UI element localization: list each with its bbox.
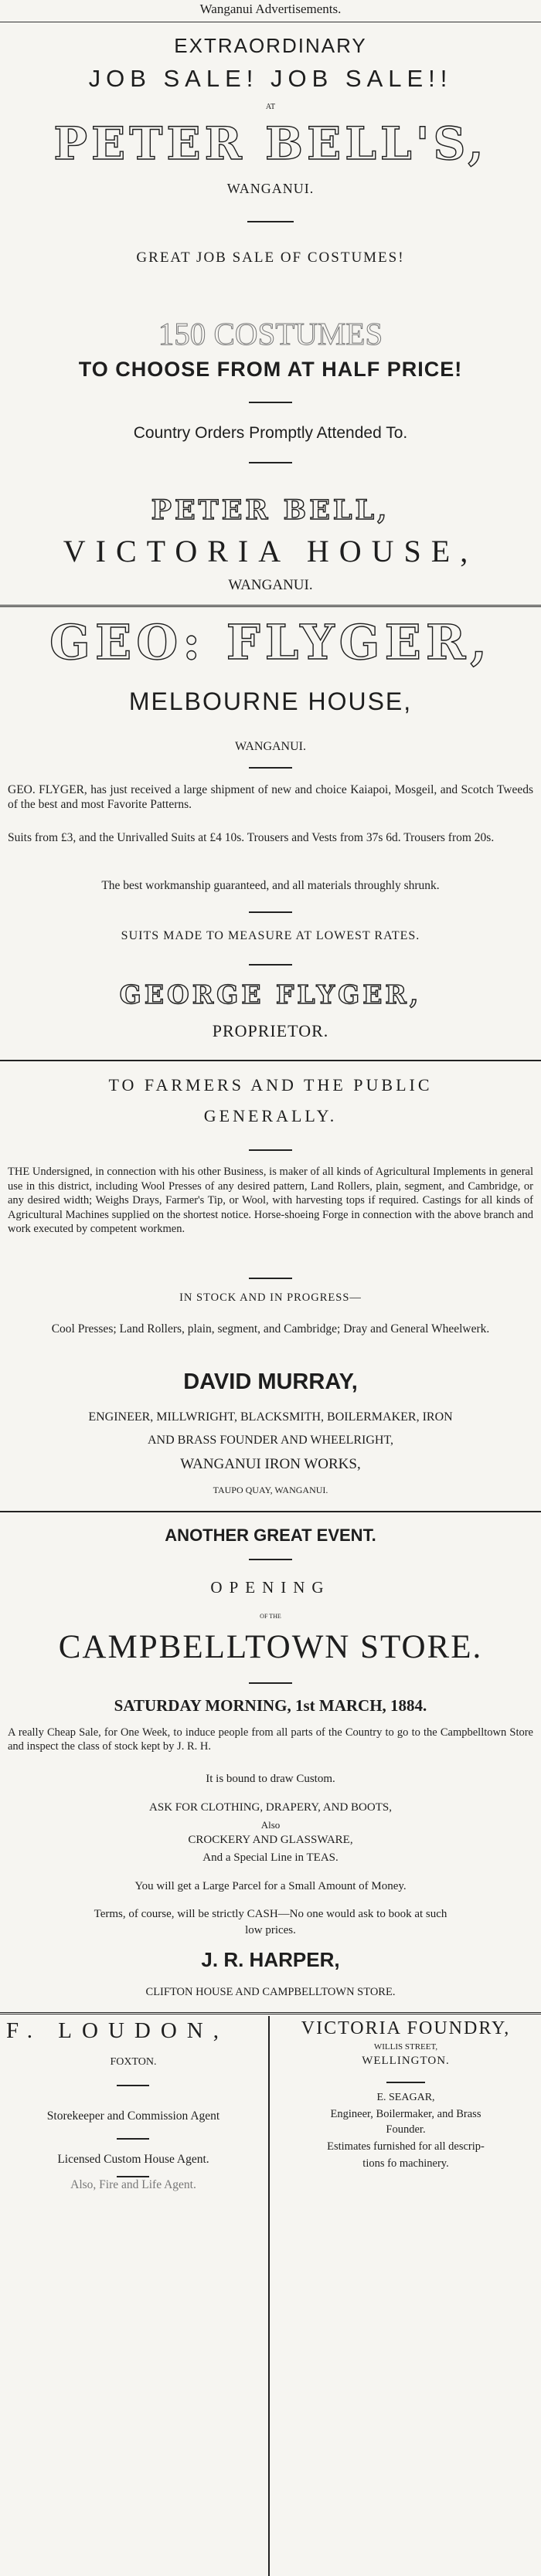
murray-body-text: THE Undersigned, in connection with his other Business, is maker of all kinds of Agricultural Implements in general use in this district, including Wool Presses of any desired pattern, Land Rollers, plain, segment, and Cambridge, or any desired width; Weighs Drays, Farmer's Tip, or Wool, with harvesting tops if required. Castings for all kinds of Agricultural Machines supplied on the shortest notice. Horse-shoeing Forge in connection with the above branch and work executed by competent workmen. <box>8 1166 533 1235</box>
foundry-name: VICTORIA FOUNDRY, <box>301 2018 511 2038</box>
victoria-foundry-advert <box>270 2018 541 2576</box>
divider <box>117 2176 149 2177</box>
divider <box>249 911 292 913</box>
divider <box>249 1278 292 1279</box>
ask-clothing: ASK FOR CLOTHING, DRAPERY, AND BOOTS, <box>149 1801 392 1814</box>
melbourne-house: MELBOURNE HOUSE, <box>128 687 413 715</box>
victoria-house: VICTORIA HOUSE, <box>63 534 478 568</box>
george-flyger-signature: GEORGE FLYGER, <box>119 979 422 1010</box>
suits-measure: SUITS MADE TO MEASURE AT LOWEST RATES. <box>121 929 420 942</box>
peter-bell-signature: PETER BELL, <box>151 494 390 526</box>
david-murray-name: DAVID MURRAY, <box>183 1369 358 1394</box>
harper-address: CLIFTON HOUSE AND CAMPBELLTOWN STORE. <box>145 1986 396 1998</box>
job-sale-extraordinary: EXTRAORDINARY <box>174 34 367 57</box>
costumes-count: 150 COSTUMES <box>158 316 383 351</box>
foundry-trades-line2: Founder. <box>386 2123 426 2136</box>
foundry-street: WILLIS STREET, <box>373 2042 438 2052</box>
ask-teas: And a Special Line in TEAS. <box>202 1851 339 1864</box>
foundry-estimates-line2: tions fo machinery. <box>362 2157 449 2170</box>
opening-date: SATURDAY MORNING, 1st MARCH, 1884. <box>114 1696 427 1715</box>
peter-bells-name: PETER BELL'S, <box>53 117 488 170</box>
foundry-owner: E. SEAGAR, <box>376 2092 435 2103</box>
divider <box>386 2082 425 2083</box>
foundry-town: WELLINGTON. <box>362 2055 450 2067</box>
another-great-event: ANOTHER GREAT EVENT. <box>165 1526 376 1545</box>
peter-bells-town: WANGANUI. <box>226 181 315 196</box>
campbelltown-store: CAMPBELLTOWN STORE. <box>58 1629 483 1665</box>
divider <box>249 1149 292 1151</box>
divider <box>117 2138 149 2140</box>
ask-also: Also <box>260 1819 281 1831</box>
flyger-name: GEO: FLYGER, <box>49 614 492 670</box>
cheap-sale-text: A really Cheap Sale, for One Week, to induce people from all parts of the Country to go to the Campbelltown Store and inspect the class of stock kept by J. R. H. <box>8 1726 533 1753</box>
in-stock: IN STOCK AND IN PROGRESS— <box>179 1291 362 1304</box>
generally-heading: GENERALLY. <box>203 1106 338 1125</box>
loudon-line3: Also, Fire and Life Agent. <box>70 2178 196 2191</box>
foundry-estimates-line1: Estimates furnished for all descrip- <box>327 2140 485 2153</box>
flyger-shipment-text: GEO. FLYGER, has just received a large shipment of new and choice Kaiapoi, Mosgeil, and Scotch Tweeds of the best and most Favorite Patterns. <box>8 783 533 811</box>
large-parcel: You will get a Large Parcel for a Small Amount of Money. <box>134 1880 407 1892</box>
divider <box>247 221 294 222</box>
victoria-house-town: WANGANUI. <box>228 577 313 593</box>
opening: OPENING <box>210 1578 331 1597</box>
job-sale-headline: JOB SALE! JOB SALE!! <box>88 65 453 92</box>
flyger-prices-text: Suits from £3, and the Unrivalled Suits at £4 10s. Trousers and Vests from 37s 6d. Trousers from 20s. <box>8 831 495 844</box>
loudon-name: F. LOUDON, <box>6 2018 229 2043</box>
flyger-workmanship-text: The best workmanship guaranteed, and all materials throughly shrunk. <box>101 879 440 892</box>
divider <box>249 964 292 966</box>
murray-trades-line2: AND BRASS FOUNDER AND WHEELRIGHT, <box>147 1434 394 1447</box>
country-orders: Country Orders Promptly Attended To. <box>133 424 408 442</box>
draw-custom: It is bound to draw Custom. <box>206 1773 335 1785</box>
loudon-town: FOXTON. <box>110 2056 157 2068</box>
loudon-line1: Storekeeper and Commission Agent <box>46 2109 220 2123</box>
choose-half-price: TO CHOOSE FROM AT HALF PRICE! <box>78 358 463 381</box>
divider <box>249 1682 292 1684</box>
divider <box>249 462 292 463</box>
divider <box>117 2085 149 2086</box>
terms-line1: Terms, of course, will be strictly CASH—No one would ask to book at such <box>94 1908 447 1920</box>
section-rule <box>0 1060 541 1061</box>
costumes-line: GREAT JOB SALE OF COSTUMES! <box>136 249 405 266</box>
terms-line2: low prices. <box>245 1924 296 1936</box>
divider <box>249 1559 292 1560</box>
job-sale-at: AT <box>265 103 276 111</box>
taupo-quay-address: TAUPO QUAY, WANGANUI. <box>213 1485 328 1495</box>
divider <box>249 767 292 769</box>
loudon-line2: Licensed Custom House Agent. <box>57 2153 209 2166</box>
farmers-heading: TO FARMERS AND THE PUBLIC <box>108 1075 433 1095</box>
flyger-town: WANGANUI. <box>235 740 306 753</box>
harper-name: J. R. HARPER, <box>201 1948 340 1971</box>
section-rule <box>0 605 541 607</box>
proprietor: PROPRIETOR. <box>212 1021 329 1040</box>
page-header-title: Wanganui Advertisements. <box>199 2 342 16</box>
wanganui-iron-works: WANGANUI IRON WORKS, <box>180 1456 361 1472</box>
section-rule <box>0 2012 541 2014</box>
stock-items: Cool Presses; Land Rollers, plain, segment, and Cambridge; Dray and General Wheelwerk. <box>51 1322 490 1336</box>
of-the: OF THE <box>260 1613 281 1620</box>
column-divider <box>268 2016 270 2576</box>
divider <box>249 402 292 403</box>
section-rule <box>0 1511 541 1512</box>
loudon-advert <box>0 2018 267 2576</box>
foundry-trades-line1: Engineer, Boilermaker, and Brass <box>330 2108 481 2120</box>
ask-crockery: CROCKERY AND GLASSWARE, <box>188 1834 353 1846</box>
murray-trades-line1: ENGINEER, MILLWRIGHT, BLACKSMITH, BOILERMAKER, IRON <box>88 1410 453 1424</box>
